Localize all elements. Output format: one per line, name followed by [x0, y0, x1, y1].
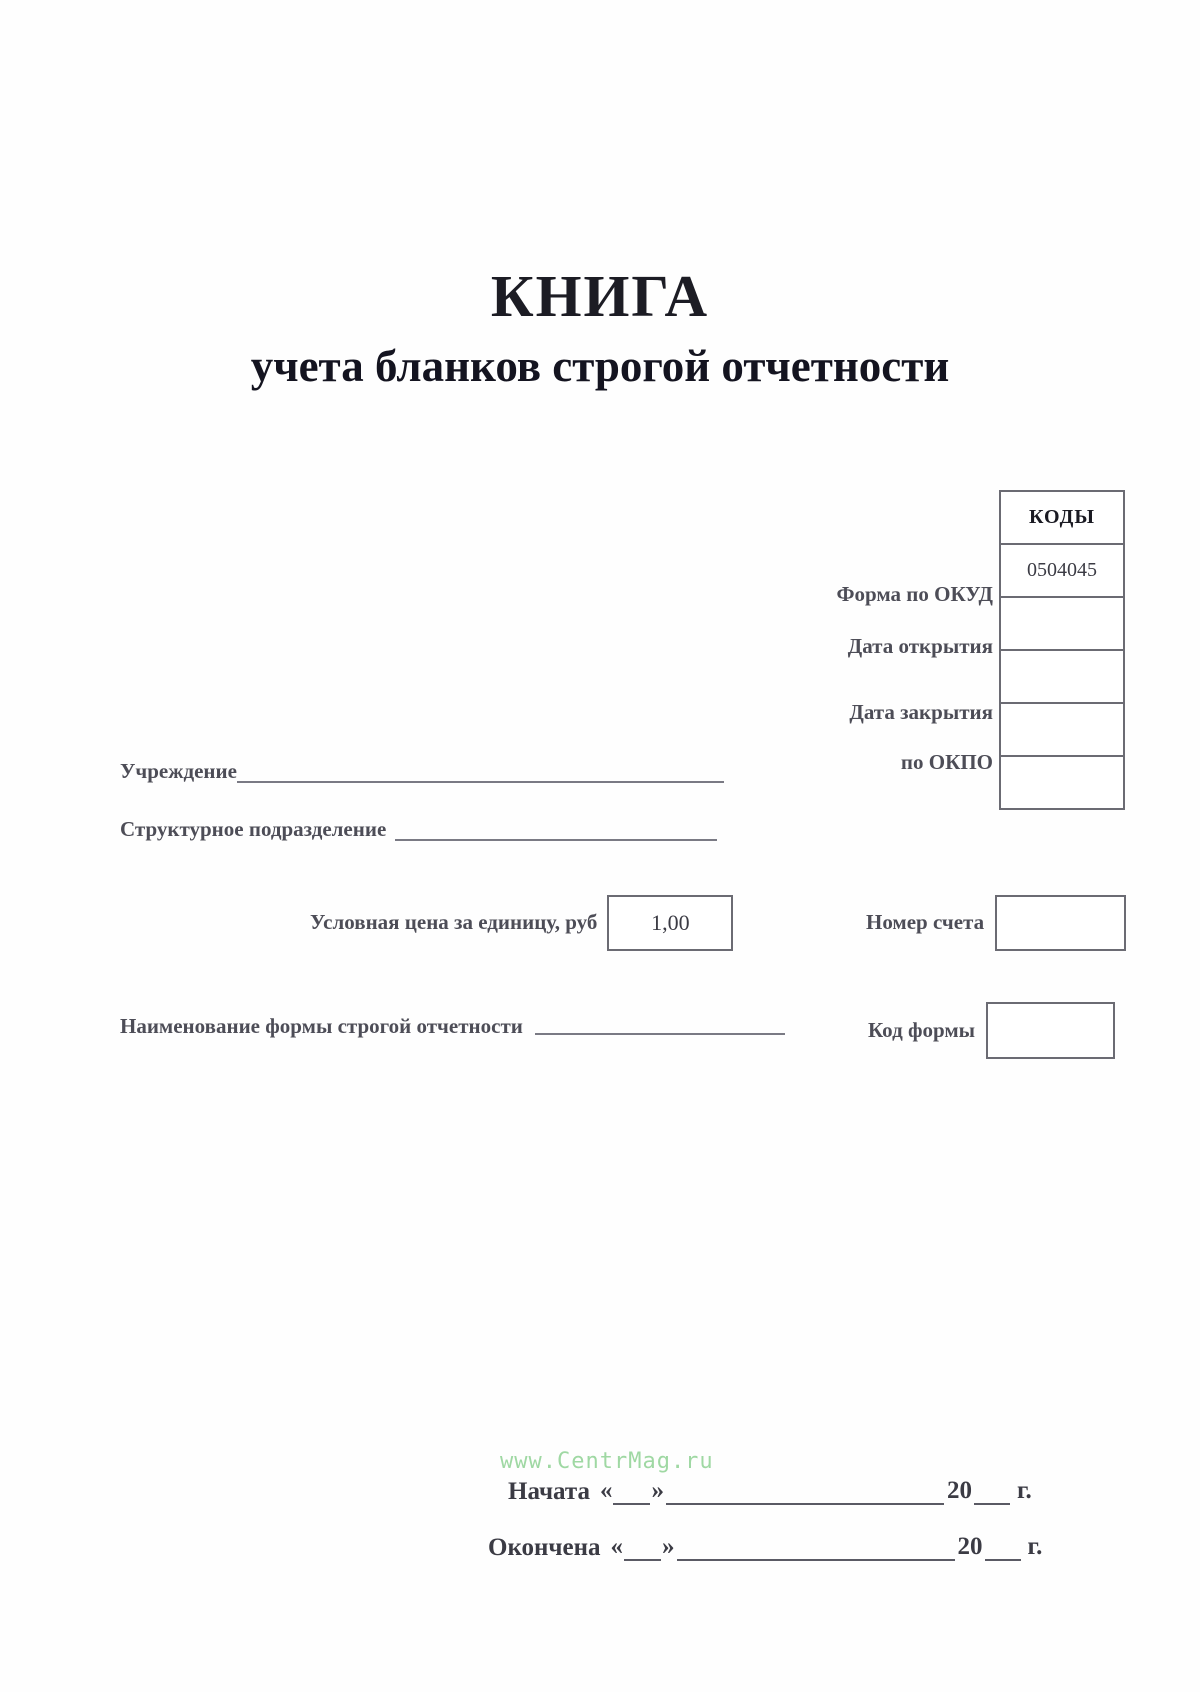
started-year-suffix: г. — [1016, 1477, 1032, 1504]
started-quote-open: « — [599, 1477, 613, 1504]
codes-table-header: КОДЫ — [1000, 491, 1124, 544]
account-number-label: Номер счета — [866, 910, 985, 935]
form-name-row — [120, 1015, 785, 1038]
finished-year-input[interactable] — [985, 1543, 1021, 1561]
table-row — [1000, 650, 1124, 703]
cell-close-date[interactable] — [1000, 650, 1124, 703]
subdivision-input[interactable] — [395, 822, 717, 841]
account-number-row — [866, 895, 1126, 951]
cell-okpo[interactable] — [1000, 703, 1124, 756]
started-label: Начата — [508, 1477, 590, 1505]
table-row — [1000, 597, 1124, 650]
table-row — [1000, 756, 1124, 809]
label-form-okud: Форма по ОКУД — [836, 582, 993, 606]
finished-month-input[interactable] — [677, 1543, 955, 1561]
form-code-row — [868, 1002, 1115, 1059]
finished-date-row — [488, 1533, 1042, 1561]
cell-open-date[interactable] — [1000, 597, 1124, 650]
unit-price-row — [310, 895, 733, 951]
label-open-date: Дата открытия — [847, 634, 993, 658]
started-month-input[interactable] — [666, 1487, 944, 1505]
cell-okud-code[interactable]: 0504045 — [1000, 544, 1124, 597]
page-subtitle: учета бланков строгой отчетности — [250, 341, 950, 391]
started-day-input[interactable] — [613, 1487, 650, 1505]
finished-year-suffix: г. — [1027, 1533, 1043, 1560]
unit-price-label: Условная цена за единицу, руб — [310, 910, 598, 935]
label-close-date: Дата закрытия — [849, 700, 993, 724]
institution-input[interactable] — [237, 764, 724, 783]
started-date-row — [508, 1477, 1032, 1505]
form-name-label: Наименование формы строгой отчетности — [120, 1014, 523, 1038]
institution-field-row — [120, 760, 724, 783]
table-row — [1000, 703, 1124, 756]
subdivision-label: Структурное подразделение — [120, 817, 387, 841]
table-row — [1000, 544, 1124, 597]
unit-price-value[interactable]: 1,00 — [607, 895, 733, 951]
subdivision-field-row — [120, 818, 717, 841]
page-title: КНИГА — [490, 263, 710, 329]
finished-year-prefix: 20 — [957, 1533, 983, 1560]
table-row — [1000, 491, 1124, 544]
institution-label: Учреждение — [120, 759, 237, 783]
form-name-input[interactable] — [535, 1016, 785, 1035]
finished-quote-open: « — [610, 1533, 624, 1560]
finished-quote-close: » — [662, 1533, 675, 1560]
form-code-label: Код формы — [868, 1017, 976, 1042]
started-year-prefix: 20 — [946, 1477, 972, 1504]
account-number-value[interactable] — [995, 895, 1126, 951]
watermark: www.CentrMag.ru — [500, 1449, 714, 1474]
finished-label: Окончена — [488, 1533, 601, 1561]
started-quote-close: » — [651, 1477, 664, 1504]
label-okpo: по ОКПО — [900, 750, 993, 774]
finished-day-input[interactable] — [624, 1543, 661, 1561]
started-year-input[interactable] — [974, 1487, 1010, 1505]
cell-extra[interactable] — [1000, 756, 1124, 809]
codes-table — [999, 490, 1125, 810]
form-code-value[interactable] — [986, 1002, 1115, 1059]
